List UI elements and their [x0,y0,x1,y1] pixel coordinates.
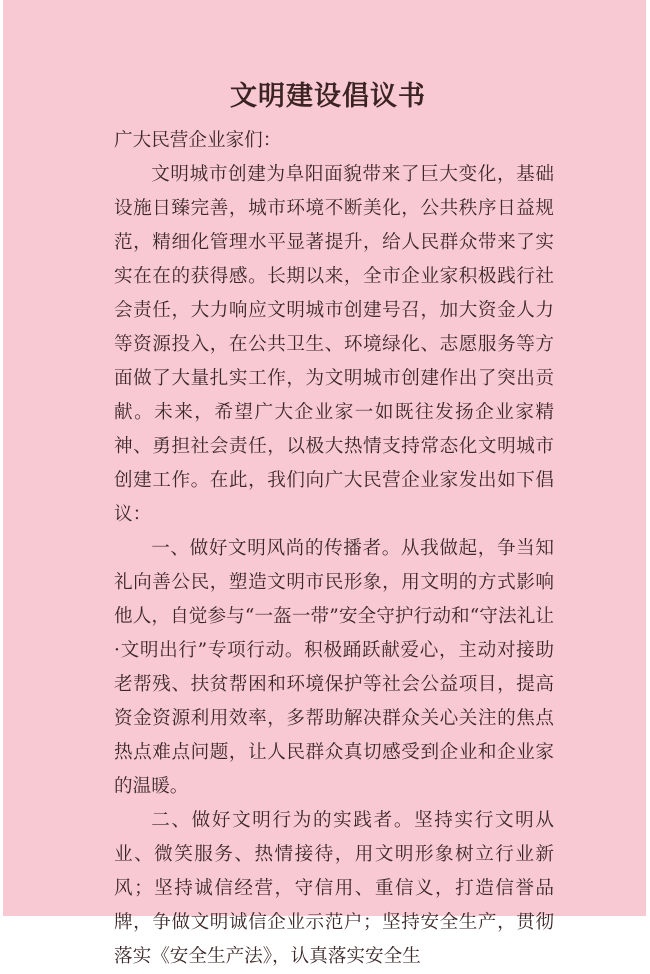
salutation: 广大民营企业家们： [114,130,282,151]
document-body [114,124,554,974]
paragraph-proposal-1: 一、做好文明风尚的传播者。从我做起，争当知礼向善公民，塑造文明市民形象，用文明的方式影响他人，自觉参与“一盔一带”安全守护行动和“守法礼让·文明出行”专项行动。积极踊跃献爱心，主动对接助老帮残、扶贫帮困和环境保护等社会公益项目，提高资金资源利用效率，多帮助解决群众关心关注的焦点热点难点问题，让人民群众真切感受到企业和企业家的温暖。 [114,538,554,797]
document-title: 文明建设倡议书 [230,81,426,112]
paragraph-proposal-2: 二、做好文明行为的实践者。坚持实行文明从业、微笑服务、热情接待，用文明形象树立行业新风；坚持诚信经营，守信用、重信义，打造信誉品牌，争做文明诚信企业示范户；坚持安全生产，贯彻落实《安全生产法》，认真落实安全生 [114,810,554,967]
paragraph-intro: 文明城市创建为阜阳面貌带来了巨大变化，基础设施日臻完善，城市环境不断美化，公共秩序日益规范，精细化管理水平显著提升，给人民群众带来了实实在在的获得感。长期以来，全市企业家积极践行社会责任，大力响应文明城市创建号召，加大资金人力等资源投入，在公共卫生、环境绿化、志愿服务等方面做了大量扎实工作，为文明城市创建作出了突出贡献。未来，希望广大企业家一如既往发扬企业家精神、勇担社会责任，以极大热情支持常态化文明城市创建工作。在此，我们向广大民营企业家发出如下倡议： [114,164,554,525]
